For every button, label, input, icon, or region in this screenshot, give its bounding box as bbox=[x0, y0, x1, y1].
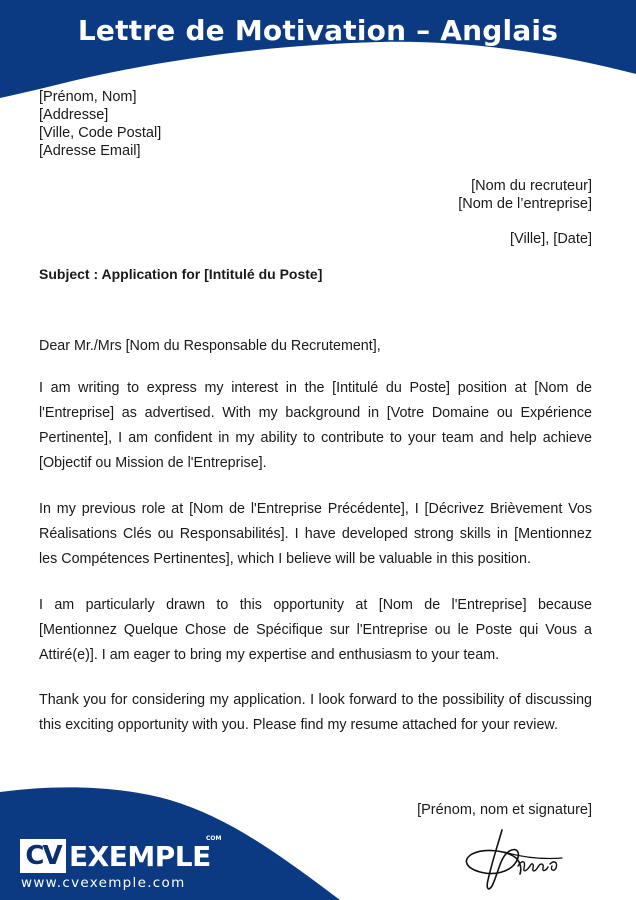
recipient-name: [Nom du recruteur] bbox=[471, 178, 592, 194]
logo-com: COM bbox=[206, 835, 222, 842]
sender-city: [Ville, Code Postal] bbox=[39, 125, 162, 141]
sender-block bbox=[39, 88, 161, 160]
website-link[interactable]: www.cvexemple.com bbox=[21, 875, 186, 891]
sender-name: [Prénom, Nom] bbox=[39, 89, 137, 105]
sender-address: [Addresse] bbox=[39, 107, 109, 123]
sender-email: [Adresse Email] bbox=[39, 143, 141, 159]
page-title: Lettre de Motivation – Anglais bbox=[77, 14, 559, 47]
logo-word: EXEMPLE bbox=[69, 839, 211, 873]
paragraph-2: In my previous role at [Nom de l'Entreprise Précédente], I [Décrivez Brièvement Vos Réalisations Clés ou Responsabilités]. I have developed strong skills in [Mentionnez les Compétences Pertinentes], which I believe will be valuable in this position. bbox=[39, 501, 592, 567]
cvexemple-logo bbox=[20, 835, 222, 873]
paragraph-3: I am particularly drawn to this opportunity at [Nom de l'Entreprise] because [Mentionnez Quelque Chose de Spécifique sur l'Entreprise ou le Poste qui Vous a Attiré(e)]. I am eager to bring my expertise and enthusiasm to your team. bbox=[39, 597, 592, 663]
signature-label: [Prénom, nom et signature] bbox=[417, 802, 592, 818]
place-date: [Ville], [Date] bbox=[510, 231, 592, 247]
recipient-company: [Nom de l’entreprise] bbox=[458, 196, 592, 212]
salutation: Dear Mr./Mrs [Nom du Responsable du Recrutement], bbox=[39, 338, 381, 354]
paragraph-4: Thank you for considering my application. I look forward to the possibility of discussing this exciting opportunity with you. Please find my resume attached for your review. bbox=[39, 692, 592, 733]
subject-line: Subject : Application for [Intitulé du Poste] bbox=[39, 266, 323, 282]
paragraph-1: I am writing to express my interest in the [Intitulé du Poste] position at [Nom de l'Entreprise] as advertised. With my background in [Votre Domaine ou Expérience Pertinente], I am confident in my ability to contribute to your team and help achieve [Objectif ou Mission de l'Entreprise]. bbox=[39, 380, 592, 471]
logo-cv-box: CV bbox=[20, 839, 66, 873]
recipient-block bbox=[458, 177, 592, 213]
